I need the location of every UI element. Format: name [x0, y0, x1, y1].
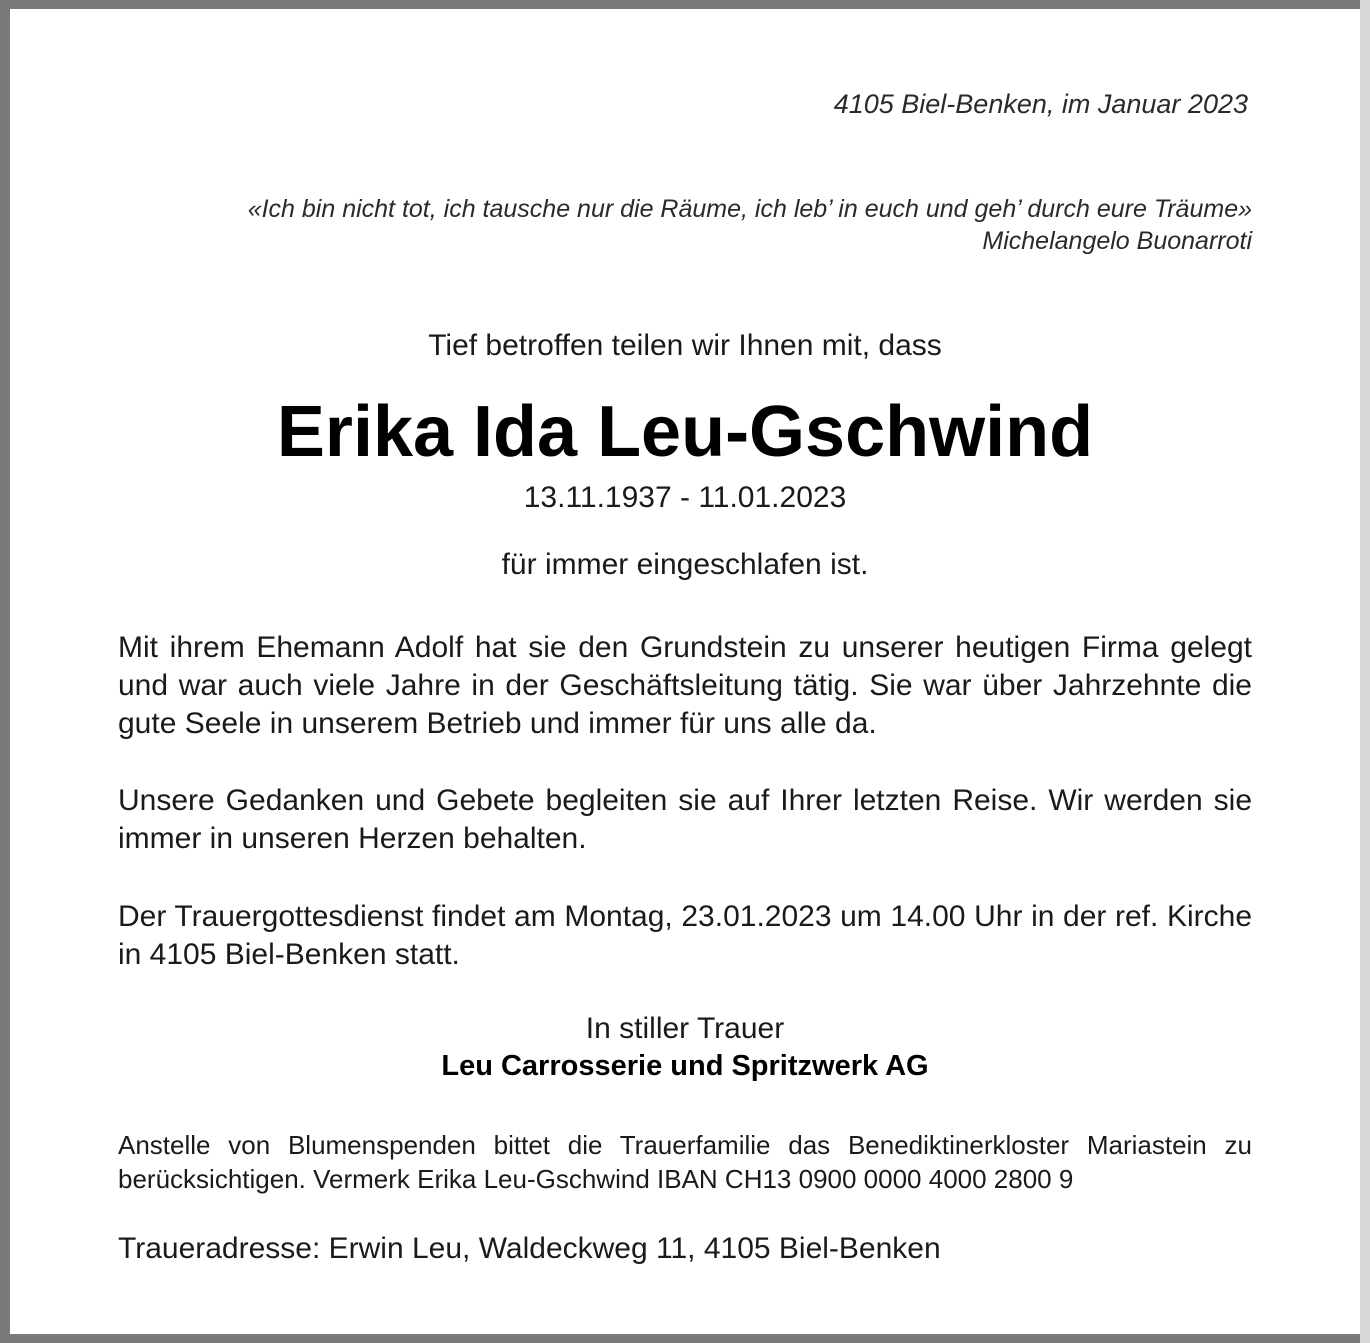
place-date: 4105 Biel-Benken, im Januar 2023	[833, 89, 1248, 119]
quote-text: «Ich bin nicht tot, ich tausche nur die Räume, ich leb’ in euch und geh’ durch eure Träume»	[247, 195, 1252, 223]
company-name: Leu Carrosserie und Spritzwerk AG	[441, 1050, 929, 1082]
donation-note: Anstelle von Blumenspenden bittet die Trauerfamilie das Benediktinerkloster Mariastein zu berücksichtigen. Vermerk Erika Leu-Gschwind IBAN CH13 0900 0000 4000 2800 9	[118, 1130, 1252, 1194]
passed-text: für immer eingeschlafen ist.	[501, 548, 869, 581]
intro-text: Tief betroffen teilen wir Ihnen mit, dass	[428, 329, 942, 362]
paragraph-thoughts: Unsere Gedanken und Gebete begleiten sie auf Ihrer letzten Reise. Wir werden sie immer in unseren Herzen behalten.	[118, 784, 1252, 855]
quote-block	[248, 193, 1252, 257]
page-edge	[1360, 0, 1370, 1343]
mourning-address: Traueradresse: Erwin Leu, Waldeckweg 11, 4105 Biel-Benken	[118, 1232, 941, 1265]
mourning-line: In stiller Trauer	[585, 1012, 785, 1045]
paragraph-history: Mit ihrem Ehemann Adolf hat sie den Grundstein zu unserer heutigen Firma gelegt und war auch viele Jahre in der Geschäftsleitung tätig. Sie war über Jahrzehnte die gute Seele in unserem Betrieb und immer für uns alle da.	[118, 631, 1252, 740]
deceased-name: Erika Ida Leu-Gschwind	[276, 392, 1094, 472]
paragraph-service: Der Trauergottesdienst findet am Montag, 23.01.2023 um 14.00 Uhr in der ref. Kirche in 4105 Biel-Benken statt.	[118, 900, 1252, 971]
life-dates: 13.11.1937 - 11.01.2023	[523, 481, 847, 514]
quote-author: Michelangelo Buonarroti	[982, 227, 1252, 255]
obituary-page	[10, 9, 1360, 1334]
